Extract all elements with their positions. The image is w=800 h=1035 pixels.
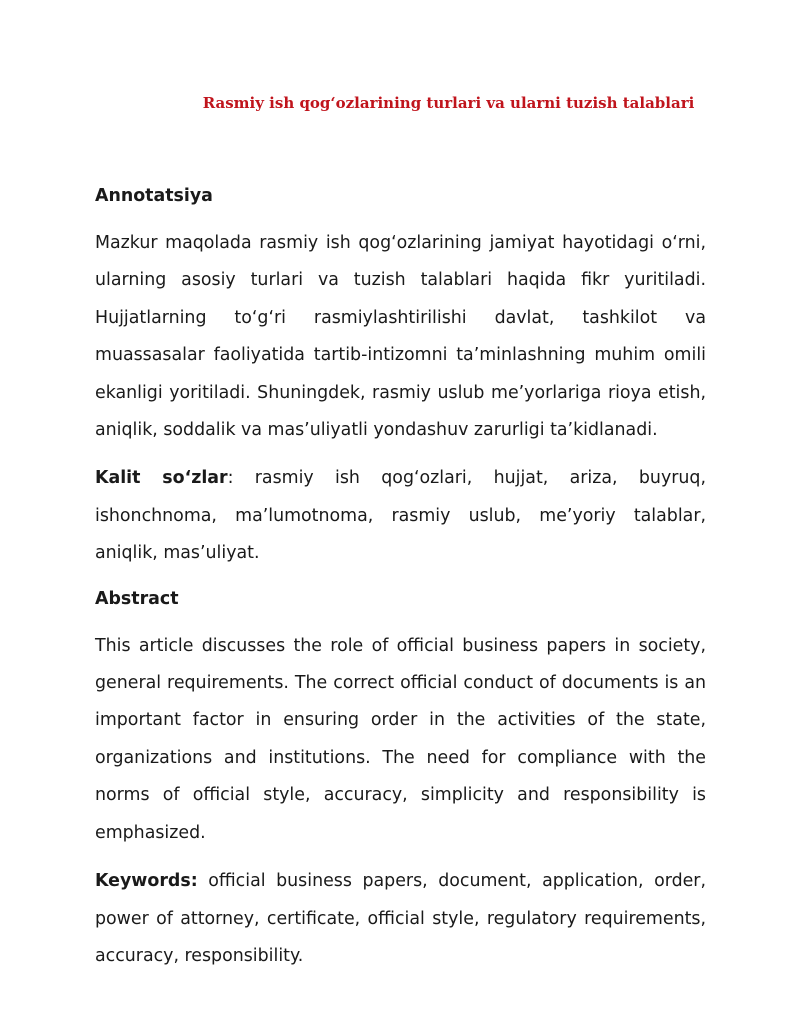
keywords-en-paragraph <box>95 863 706 975</box>
keywords-uz-label: Kalit so‘zlar <box>95 468 228 489</box>
abstract-paragraph: This article discusses the role of official business papers in society, general requirements. The correct official conduct of documents is an important factor in ensuring order in the activities of the state, organizations and institutions. The need for compliance with the norms of official style, accuracy, simplicity and responsibility is emphasized. <box>95 635 706 843</box>
keywords-uz-paragraph <box>95 460 706 572</box>
article-body <box>95 181 706 975</box>
keywords-en-label: Keywords: <box>95 871 198 892</box>
abstract-heading: Abstract <box>95 588 179 609</box>
keywords-uz-text: : rasmiy ish qog‘ozlari, hujjat, ariza, buyruq, ishonchnoma, ma’lumotnoma, rasmiy uslub, me’yoriy talablar, aniqlik, mas’uliyat. <box>95 468 706 564</box>
annotation-heading: Annotatsiya <box>95 186 213 206</box>
annotation-paragraph: Mazkur maqolada rasmiy ish qog‘ozlarining jamiyat hayotidagi o‘rni, ularning asosiy turlari va tuzish talablari haqida fikr yuritiladi. Hujjatlarning to‘g‘ri rasmiylashtirilishi davlat, tashkilot va muassasalar faoliyatida tartib-intizomni ta’minlashning muhim omili ekanligi yoritiladi. Shuningdek, rasmiy uslub me’yorlariga rioya etish, aniqlik, soddalik va mas’uliyatli yondashuv zarurligi ta’kidlanadi. <box>95 233 706 441</box>
keywords-en-text: official business papers, document, application, order, power of attorney, certificate, official style, regulatory requirements, accuracy, responsibility. <box>95 871 706 966</box>
article-title: Rasmiy ish qog‘ozlarining turlari va ularni tuzish talablari <box>202 94 695 112</box>
